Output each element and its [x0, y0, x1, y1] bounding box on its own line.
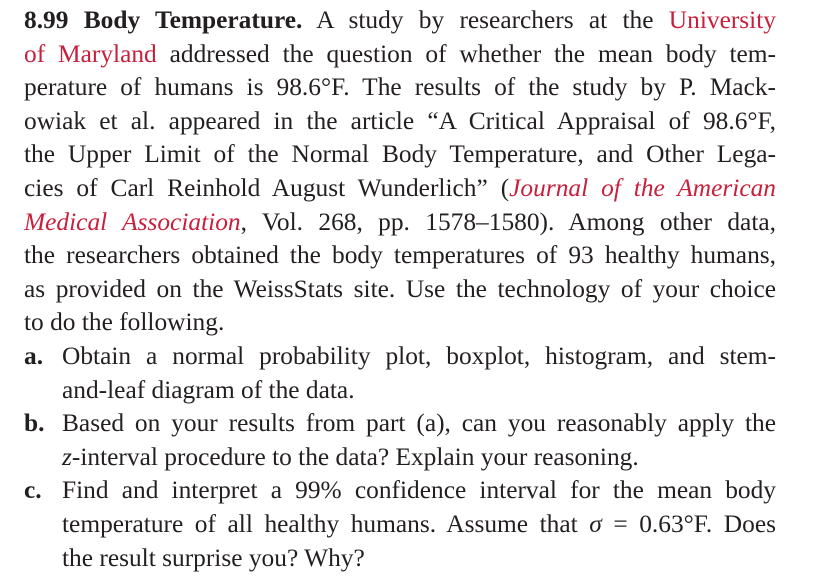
part-line — [24, 374, 776, 408]
exercise-intro — [24, 38, 776, 340]
text-segment: z — [62, 442, 72, 471]
text-segment: = 0.63°F. Does — [601, 509, 776, 538]
intro-line — [24, 273, 776, 307]
intro-line — [24, 71, 776, 105]
text-segment: -interval procedure to the data? Explain your reasoning. — [71, 442, 639, 471]
intro-line — [24, 138, 776, 172]
text-segment: Find and interpret a 99% confidence interval for the mean body — [62, 476, 776, 505]
text-segment: cies of Carl Reinhold August Wunderlich” ( — [24, 173, 510, 202]
part-label: a. — [24, 341, 44, 370]
exercise-heading-line — [24, 4, 776, 38]
citation-text: of Maryland — [24, 39, 157, 68]
part-line — [24, 441, 776, 475]
text-segment: perature of humans is 98.6°F. The results of the study by P. Mack- — [24, 73, 776, 102]
intro-line — [24, 172, 776, 206]
intro-line — [24, 206, 776, 240]
text-segment: owiak et al. appeared in the article “A Critical Appraisal of 98.6°F, — [24, 106, 776, 135]
part-a — [24, 340, 776, 407]
intro-line — [24, 38, 776, 72]
part-line — [24, 474, 776, 508]
text-segment: σ — [589, 509, 602, 538]
text-segment: the researchers obtained the body temperatures of 93 healthy humans, — [24, 241, 776, 270]
text-segment: addressed the question of whether the mean body tem- — [156, 39, 776, 68]
text-segment: as provided on the WeissStats site. Use the technology of your choice — [24, 274, 776, 303]
text-segment: Based on your results from part (a), can you reasonably apply the — [62, 409, 776, 438]
exercise-parts — [24, 340, 776, 575]
text-segment: and-leaf diagram of the data. — [62, 375, 355, 404]
citation-text: Medical Association — [24, 207, 241, 236]
intro-line — [24, 239, 776, 273]
text-segment: A study by researchers at the — [316, 6, 669, 34]
part-line — [24, 340, 776, 374]
part-label: b. — [24, 409, 45, 438]
part-b — [24, 407, 776, 474]
exercise-number: 8.99 — [24, 6, 69, 34]
part-line — [24, 542, 776, 576]
part-c — [24, 474, 776, 575]
exercise-block — [24, 4, 776, 575]
text-segment: the Upper Limit of the Normal Body Temperature, and Other Lega- — [24, 140, 776, 169]
intro-line — [24, 306, 776, 340]
citation-text: University — [668, 6, 776, 34]
part-line — [24, 407, 776, 441]
part-line — [24, 508, 776, 542]
intro-line — [24, 105, 776, 139]
citation-text: Journal of the American — [509, 173, 776, 202]
text-segment: the result surprise you? Why? — [62, 543, 365, 572]
text-segment: Obtain a normal probability plot, boxplot, histogram, and stem- — [62, 341, 776, 370]
part-label: c. — [24, 476, 42, 505]
text-segment: to do the following. — [24, 308, 225, 337]
text-segment: , Vol. 268, pp. 1578–1580). Among other data, — [240, 207, 776, 236]
text-segment: temperature of all healthy humans. Assume that — [62, 509, 590, 538]
exercise-title: Body Temperature. — [83, 6, 303, 34]
